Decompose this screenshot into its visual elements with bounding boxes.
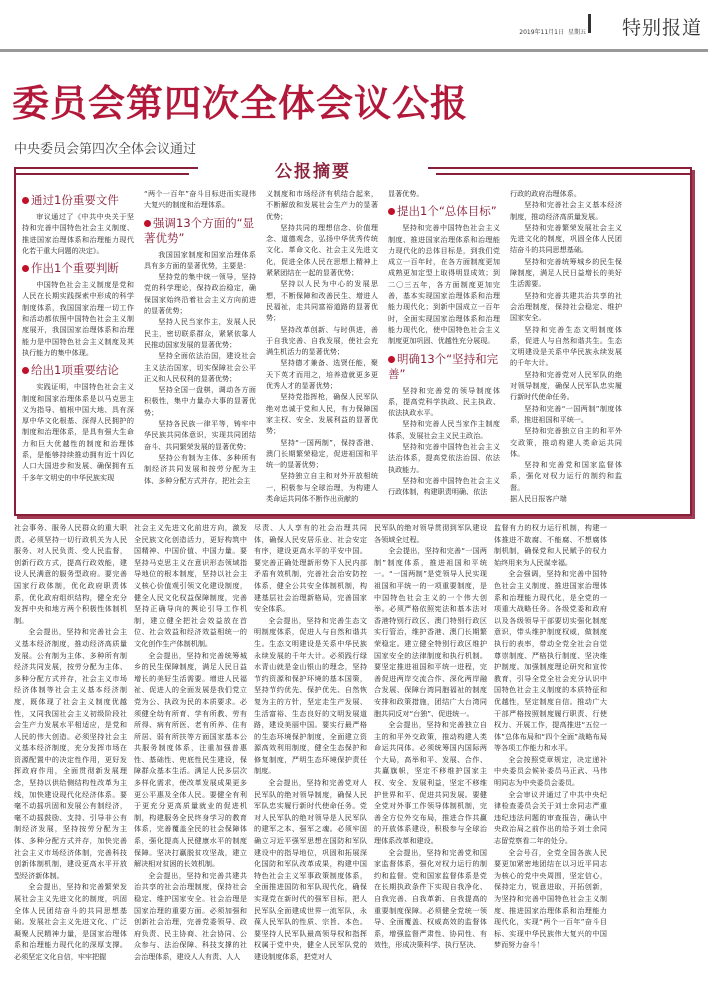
summary-title-rule-left bbox=[14, 173, 189, 175]
body-paragraph: 全会提出，坚持和完善生态文明制度体系，促进人与自然和谐共生。生态文明建设是关系中华民族永续发展的千年大计。必须践行绿水青山就是金山银山的理念，坚持节约资源和保护环境的基本国策，坚持节约优先、保护优先、自然恢复为主的方针，坚定走生产发展、生活富裕、生态良好的文明发展道路，建设美丽中国。要实行最严格的生态环境保护制度，全面建立资源高效利用制度，健全生态保护和修复制度，严明生态环境保护责任制度。 bbox=[254, 615, 367, 776]
headline: 委员会第四次全体会议公报 bbox=[12, 81, 468, 125]
summary-paragraph: 坚持和完善党对人民军队的绝对领导制度，确保人民军队忠实履行新时代使命任务。 bbox=[510, 369, 622, 402]
body-paragraph: 社会事务、服务人民群众的重大职责。必须坚持一切行政机关为人民服务、对人民负责、受人民监督，创新行政方式，提高行政效能，建设人民满意的服务型政府。要完善国家行政体制，优化政府职责体系，优化政府组织结构，健全充分发挥中央和地方两个积极性体制机制。 bbox=[14, 523, 127, 625]
masthead bbox=[0, 0, 708, 48]
summary-heading-text: 强调13个方面的“显著优势” bbox=[144, 215, 255, 245]
source-credit: 据人民日报客户端 bbox=[510, 494, 567, 504]
summary-heading bbox=[388, 352, 500, 382]
subhead: 中央委员会第四次全体会议通过 bbox=[14, 142, 197, 157]
summary-paragraph: 坚持和完善党和国家监督体系，强化对权力运行的制约和监督。 bbox=[510, 460, 622, 492]
section-divider bbox=[588, 14, 591, 33]
summary-paragraph: 显著优势。 bbox=[388, 189, 424, 198]
summary-paragraph: 坚持全国一盘棋，调动各方面积极性，集中力量办大事的显著优势； bbox=[144, 385, 256, 417]
summary-title-rule-right bbox=[436, 173, 692, 175]
summary-heading bbox=[388, 204, 500, 219]
body-paragraph: 社会主义先进文化前进方向，激发全民族文化创造活力，更好构筑中国精神、中国价值、中国力量。要坚持马克思主义在意识形态领域指导地位的根本制度，坚持以社会主义核心价值观引领文化建设制度，健全人民文化权益保障制度，完善坚持正确导向的舆论引导工作机制，建立健全把社会效益放在首位、社会效益和经济效益相统一的文化创作生产体制机制。 bbox=[134, 523, 247, 648]
summary-paragraph: 义制度和市场经济有机结合起来，不断解放和发展社会生产力的显著优势； bbox=[266, 189, 378, 221]
body-paragraph: 全会提出，坚持和完善共建共治共享的社会治理制度，保持社会稳定、维护国家安全。社会治理是国家治理的重要方面。必须加强和创新社会治理，完善党委领导、政府负责、民主协商、社会协同、公众参与、法治保障、科技支撑的社会治理体系，建设人人有责、人人 bbox=[134, 870, 247, 961]
summary-paragraph: 中国特色社会主义制度是党和人民在长期实践探索中形成的科学制度体系，我国国家治理一切工作和活动都依照中国特色社会主义制度展开，我国国家治理体系和治理能力是中国特色社会主义制度及其执行能力的集中体现。 bbox=[22, 280, 134, 357]
summary-heading bbox=[144, 216, 256, 246]
summary-heading-text: 提出1个“总体目标” bbox=[397, 204, 497, 219]
summary-paragraph: 坚持独立自主和对外开放相统一，积极参与全球治理，为构建人类命运共同体不断作出贡献的 bbox=[266, 471, 378, 504]
summary-paragraph: “两个一百年”奋斗目标进而实现伟大复兴的制度和治理体系。 bbox=[144, 189, 256, 210]
section-name: 特别报道 bbox=[621, 17, 702, 39]
body-paragraph: 全会提出，坚持和完善党对人民军队的绝对领导制度，确保人民军队忠实履行新时代使命任务。党对人民军队的绝对领导是人民军队的建军之本、强军之魂。必须牢固确立习近平强军思想在国防和军队建设中的指导地位，巩固和拓展深化国防和军队改革成果，构建中国特色社会主义军事政策制度体系，全面推进国防和军队现代化，确保实现党在新时代的强军目标，把人民军队全面建成世界一流军队，永葆人民军队的性质、宗旨、本色。要坚持人民军队最高领导权和指挥权属于党中央，健全人民军队党的建设制度体系，把党对人 bbox=[254, 778, 367, 961]
body-column bbox=[254, 522, 367, 996]
body-paragraph: 全会提出，坚持和完善统筹城乡的民生保障制度，满足人民日益增长的美好生活需要。增进人民福祉、促进人的全面发展是我们党立党为公、执政为民的本质要求。必须健全幼有所育、学有所教、劳有所得、病有所医、老有所养、住有所居、弱有所扶等方面国家基本公共服务制度体系，注重加强普惠性、基础性、兜底性民生建设，保障群众基本生活。满足人民多层次多样化需求，使改革发展成果更多更公平惠及全体人民。要健全有利于更充分更高质量就业的促进机制，构建服务全民终身学习的教育体系，完善覆盖全民的社会保障体系，强化提高人民健康水平的制度保障。坚决打赢脱贫攻坚战，建立解决相对贫困的长效机制。 bbox=[134, 650, 247, 869]
summary-column-1 bbox=[22, 188, 134, 510]
bullet-dot-icon bbox=[144, 220, 151, 227]
summary-heading-text: 作出1个重要判断 bbox=[31, 261, 119, 276]
summary-paragraph: 行政的政府治理体系。 bbox=[510, 189, 581, 198]
summary-paragraph: 坚持公有制为主体、多种所有制经济共同发展和按劳分配为主体、多种分配方式并存，把社会主 bbox=[144, 452, 256, 485]
summary-heading-text: 给出1项重要结论 bbox=[31, 363, 119, 378]
body-paragraph: 监督有力的权力运行机制，构建一体推进不敢腐、不能腐、不想腐体制机制，确保党和人民赋予的权力始终用来为人民谋幸福。 bbox=[494, 523, 607, 567]
summary-paragraph: 坚持以人民为中心的发展思想，不断保障和改善民生、增进人民福祉，走共同富裕道路的显著优势； bbox=[266, 279, 378, 323]
summary-column-3 bbox=[266, 188, 378, 510]
body-paragraph: 民军队的绝对领导贯彻到军队建设各领域全过程。 bbox=[374, 523, 487, 544]
body-paragraph: 全会提出，坚持和完善“一国两制”制度体系，推进祖国和平统一。“一国两制”是党领导人民实现祖国和平统一的一项重要制度，是中国特色社会主义的一个伟大创举。必须严格依照宪法和基本法对香港特别行政区、澳门特别行政区实行管治，维护香港、澳门长期繁荣稳定。建立健全特别行政区维护国家安全的法律制度和执行机制。要坚定推进祖国和平统一进程，完善促进两岸交流合作、深化两岸融合发展、保障台湾同胞福祉的制度安排和政策措施，团结广大台湾同胞共同反对“台独”、促进统一。 bbox=[374, 546, 487, 718]
summary-column-5 bbox=[510, 188, 622, 510]
body-paragraph: 全会强调，坚持和完善中国特色社会主义制度、推进国家治理体系和治理能力现代化，是全党的一项重大战略任务。各级党委和政府以及各级领导干部要切实强化制度意识，带头维护制度权威，做制度执行的表率，带动全党全社会自觉尊崇制度、严格执行制度、坚决维护制度。加强制度理论研究和宣传教育，引导全党全社会充分认识中国特色社会主义制度的本质特征和优越性，坚定制度自信。推动广大干部严格按照制度履行职责、行使权力、开展工作，提高推进“五位一体”总体布局和“四个全面”战略布局等各项工作能力和水平。 bbox=[494, 569, 607, 753]
body-paragraph: 全会审议并通过了中共中央纪律检查委员会关于刘士余同志严重违纪违法问题的审查报告，确认中央政治局之前作出的给予刘士余同志留党察看二年的处分。 bbox=[494, 789, 607, 846]
body-paragraph: 全会提出，坚持和完善党和国家监督体系，强化对权力运行的制约和监督。党和国家监督体系是党在长期执政条件下实现自我净化、自我完善、自我革新、自我提高的重要制度保障。必须健全党统一领导、全面覆盖、权威高效的监督体系，增强监督严肃性、协同性、有效性，形成决策科学、执行坚决、 bbox=[374, 847, 487, 950]
summary-paragraph: 坚持人民当家作主，发展人民民主，密切联系群众，紧紧依靠人民推动国家发展的显著优势； bbox=[144, 317, 256, 349]
summary-heading bbox=[22, 193, 134, 208]
summary-paragraph: 我国国家制度和国家治理体系具有多方面的显著优势，主要是： bbox=[144, 249, 256, 270]
summary-paragraph: 实践证明，中国特色社会主义制度和国家治理体系是以马克思主义为指导、植根中国大地、具有深厚中华文化根基、深得人民拥护的制度和治理体系，是具有强大生命力和巨大优越性的制度和治理体系，是能够持续推动拥有近十四亿人口大国进步和发展、确保拥有五千多年文明史的中华民族实现 bbox=[22, 382, 134, 482]
body-paragraph: 全会提出，坚持和完善社会主义基本经济制度，推动经济高质量发展。公有制为主体、多种所有制经济共同发展，按劳分配为主体、多种分配方式并存，社会主义市场经济体制等社会主义基本经济制度，既体现了社会主义制度优越性，又同我国社会主义初级阶段社会生产力发展水平相适应，是党和人民的伟大创造。必须坚持社会主义基本经济制度，充分发挥市场在资源配置中的决定性作用，更好发挥政府作用，全面贯彻新发展理念，坚持以供给侧结构性改革为主线，加快建设现代化经济体系。要毫不动摇巩固和发展公有制经济，毫不动摇鼓励、支持、引导非公有制经济发展，坚持按劳分配为主体、多种分配方式并存，加快完善社会主义市场经济体制，完善科技创新体制机制，建设更高水平开放型经济新体制。 bbox=[14, 627, 127, 880]
summary-title: 公报摘要 bbox=[198, 157, 428, 182]
summary-paragraph: 坚持和完善党的领导制度体系，提高党科学执政、民主执政、依法执政水平。 bbox=[388, 385, 500, 418]
summary-heading bbox=[22, 261, 134, 276]
summary-paragraph: 坚持全面依法治国，建设社会主义法治国家，切实保障社会公平正义和人民权利的显著优势； bbox=[144, 351, 256, 383]
bullet-dot-icon bbox=[22, 367, 29, 374]
body-column bbox=[14, 522, 127, 996]
summary-paragraph: 坚持和完善“一国两制”制度体系，推进祖国和平统一。 bbox=[510, 403, 622, 424]
summary-paragraph: 坚持德才兼备、选贤任能，聚天下英才而用之，培养造就更多更优秀人才的显著优势； bbox=[266, 358, 378, 391]
summary-paragraph: 审议通过了《中共中央关于坚持和完善中国特色社会主义制度、推进国家治理体系和治理能力现代化若干重大问题的决定》。 bbox=[22, 212, 134, 255]
date: 2019年11月1日 bbox=[519, 29, 564, 36]
body-column bbox=[134, 522, 247, 996]
summary-paragraph: 坚持改革创新、与时俱进，善于自我完善、自我发展，使社会充满生机活力的显著优势； bbox=[266, 324, 378, 357]
summary-paragraph: 坚持和完善繁荣发展社会主义先进文化的制度，巩固全体人民团结奋斗的共同思想基础。 bbox=[510, 222, 622, 255]
weekday: 星期五 bbox=[567, 29, 586, 36]
summary-paragraph: 坚持和完善独立自主的和平外交政策，推动构建人类命运共同体。 bbox=[510, 426, 622, 458]
summary-paragraph: 坚持和完善社会主义基本经济制度，推动经济高质量发展。 bbox=[510, 200, 622, 221]
summary-paragraph: 坚持和完善中国特色社会主义制度、推进国家治理体系和治理能力现代化的总体目标是，到我们党成立一百年时，在各方面制度更加成熟更加定型上取得明显成效；到二〇三五年，各方面制度更加完善，基本实现国家治理体系和治理能力现代化；到新中国成立一百年时，全面实现国家治理体系和治理能力现代化，使中国特色社会主义制度更加巩固、优越性充分展现。 bbox=[388, 223, 500, 346]
masthead-rule bbox=[0, 49, 708, 52]
article-body bbox=[14, 522, 694, 996]
summary-paragraph: 坚持党指挥枪，确保人民军队绝对忠诚于党和人民，有力保障国家主权、安全、发展利益的显著优势； bbox=[266, 392, 378, 436]
body-column bbox=[374, 522, 487, 996]
body-paragraph: 尽责、人人享有的社会治理共同体，确保人民安居乐业、社会安定有序，建设更高水平的平安中国。要完善正确处理新形势下人民内部矛盾有效机制，完善社会治安防控体系，健全公共安全体制机制，构建基层社会治理新格局，完善国家安全体系。 bbox=[254, 523, 367, 614]
summary-paragraph: 坚持和完善共建共治共享的社会治理制度，保持社会稳定、维护国家安全。 bbox=[510, 290, 622, 323]
summary-paragraph: 坚持各民族一律平等，铸牢中华民族共同体意识，实现共同团结奋斗、共同繁荣发展的显著优势； bbox=[144, 419, 256, 451]
summary-column-2 bbox=[144, 188, 256, 510]
body-paragraph: 全会号召，全党全国各族人民要更加紧密地团结在以习近平同志为核心的党中央周围，坚定信心，保持定力，锐意进取，开拓创新，为坚持和完善中国特色社会主义制度、推进国家治理体系和治理能力现代化，实现“两个一百年”奋斗目标、实现中华民族伟大复兴的中国梦而努力奋斗！ bbox=[494, 847, 607, 950]
bullet-dot-icon bbox=[388, 356, 395, 363]
body-column bbox=[494, 522, 607, 996]
summary-paragraph: 坚持共同的理想信念、价值理念、道德观念，弘扬中华优秀传统文化、革命文化、社会主义先进文化，促进全体人民在思想上精神上紧紧团结在一起的显著优势； bbox=[266, 222, 378, 278]
summary-paragraph: 坚持和完善统筹城乡的民生保障制度，满足人民日益增长的美好生活需要。 bbox=[510, 256, 622, 289]
body-paragraph: 全会提出，坚持和完善独立自主的和平外交政策，推动构建人类命运共同体。必须统筹国内国际两个大局，高举和平、发展、合作、共赢旗帜，坚定不移维护国家主权、安全、发展利益，坚定不移维护世界和平、促进共同发展。要健全党对外事工作领导体制机制，完善全方位外交布局，推进合作共赢的开放体系建设，积极参与全球治理体系改革和建设。 bbox=[374, 720, 487, 846]
summary-column-4 bbox=[388, 188, 500, 510]
body-paragraph: 全会按照党章规定，决定递补中央委员会候补委员马正武、马伟明同志为中央委员会委员。 bbox=[494, 754, 607, 788]
body-paragraph: 全会提出，坚持和完善繁荣发展社会主义先进文化的制度，巩固全体人民团结奋斗的共同思想基础。发展社会主义先进文化、广泛凝聚人民精神力量，是国家治理体系和治理能力现代化的深厚支撑。必须坚定文化自信，牢牢把握 bbox=[14, 882, 127, 961]
summary-paragraph: 坚持和完善生态文明制度体系，促进人与自然和谐共生。生态文明建设是关系中华民族永续发展的千年大计。 bbox=[510, 324, 622, 368]
summary-paragraph: 坚持和完善中国特色社会主义法治体系，提高党依法治国、依法执政能力。 bbox=[388, 442, 500, 474]
summary-heading bbox=[22, 363, 134, 378]
summary-paragraph: 坚持和完善人民当家作主制度体系，发展社会主义民主政治。 bbox=[388, 419, 500, 440]
summary-heading-text: 明确13个“坚持和完善” bbox=[388, 351, 499, 381]
bullet-dot-icon bbox=[388, 208, 395, 215]
summary-paragraph: 坚持“一国两制”，保持香港、澳门长期繁荣稳定，促进祖国和平统一的显著优势； bbox=[266, 437, 378, 470]
summary-heading-text: 通过1份重要文件 bbox=[31, 193, 119, 207]
bullet-dot-icon bbox=[22, 265, 29, 272]
dateline bbox=[515, 27, 586, 36]
summary-columns bbox=[22, 188, 686, 510]
summary-paragraph: 坚持党的集中统一领导，坚持党的科学理论，保持政治稳定，确保国家始终沿着社会主义方向前进的显著优势； bbox=[144, 272, 256, 316]
bullet-dot-icon bbox=[22, 197, 29, 204]
summary-paragraph: 坚持和完善中国特色社会主义行政体制，构建职责明确、依法 bbox=[388, 475, 500, 497]
